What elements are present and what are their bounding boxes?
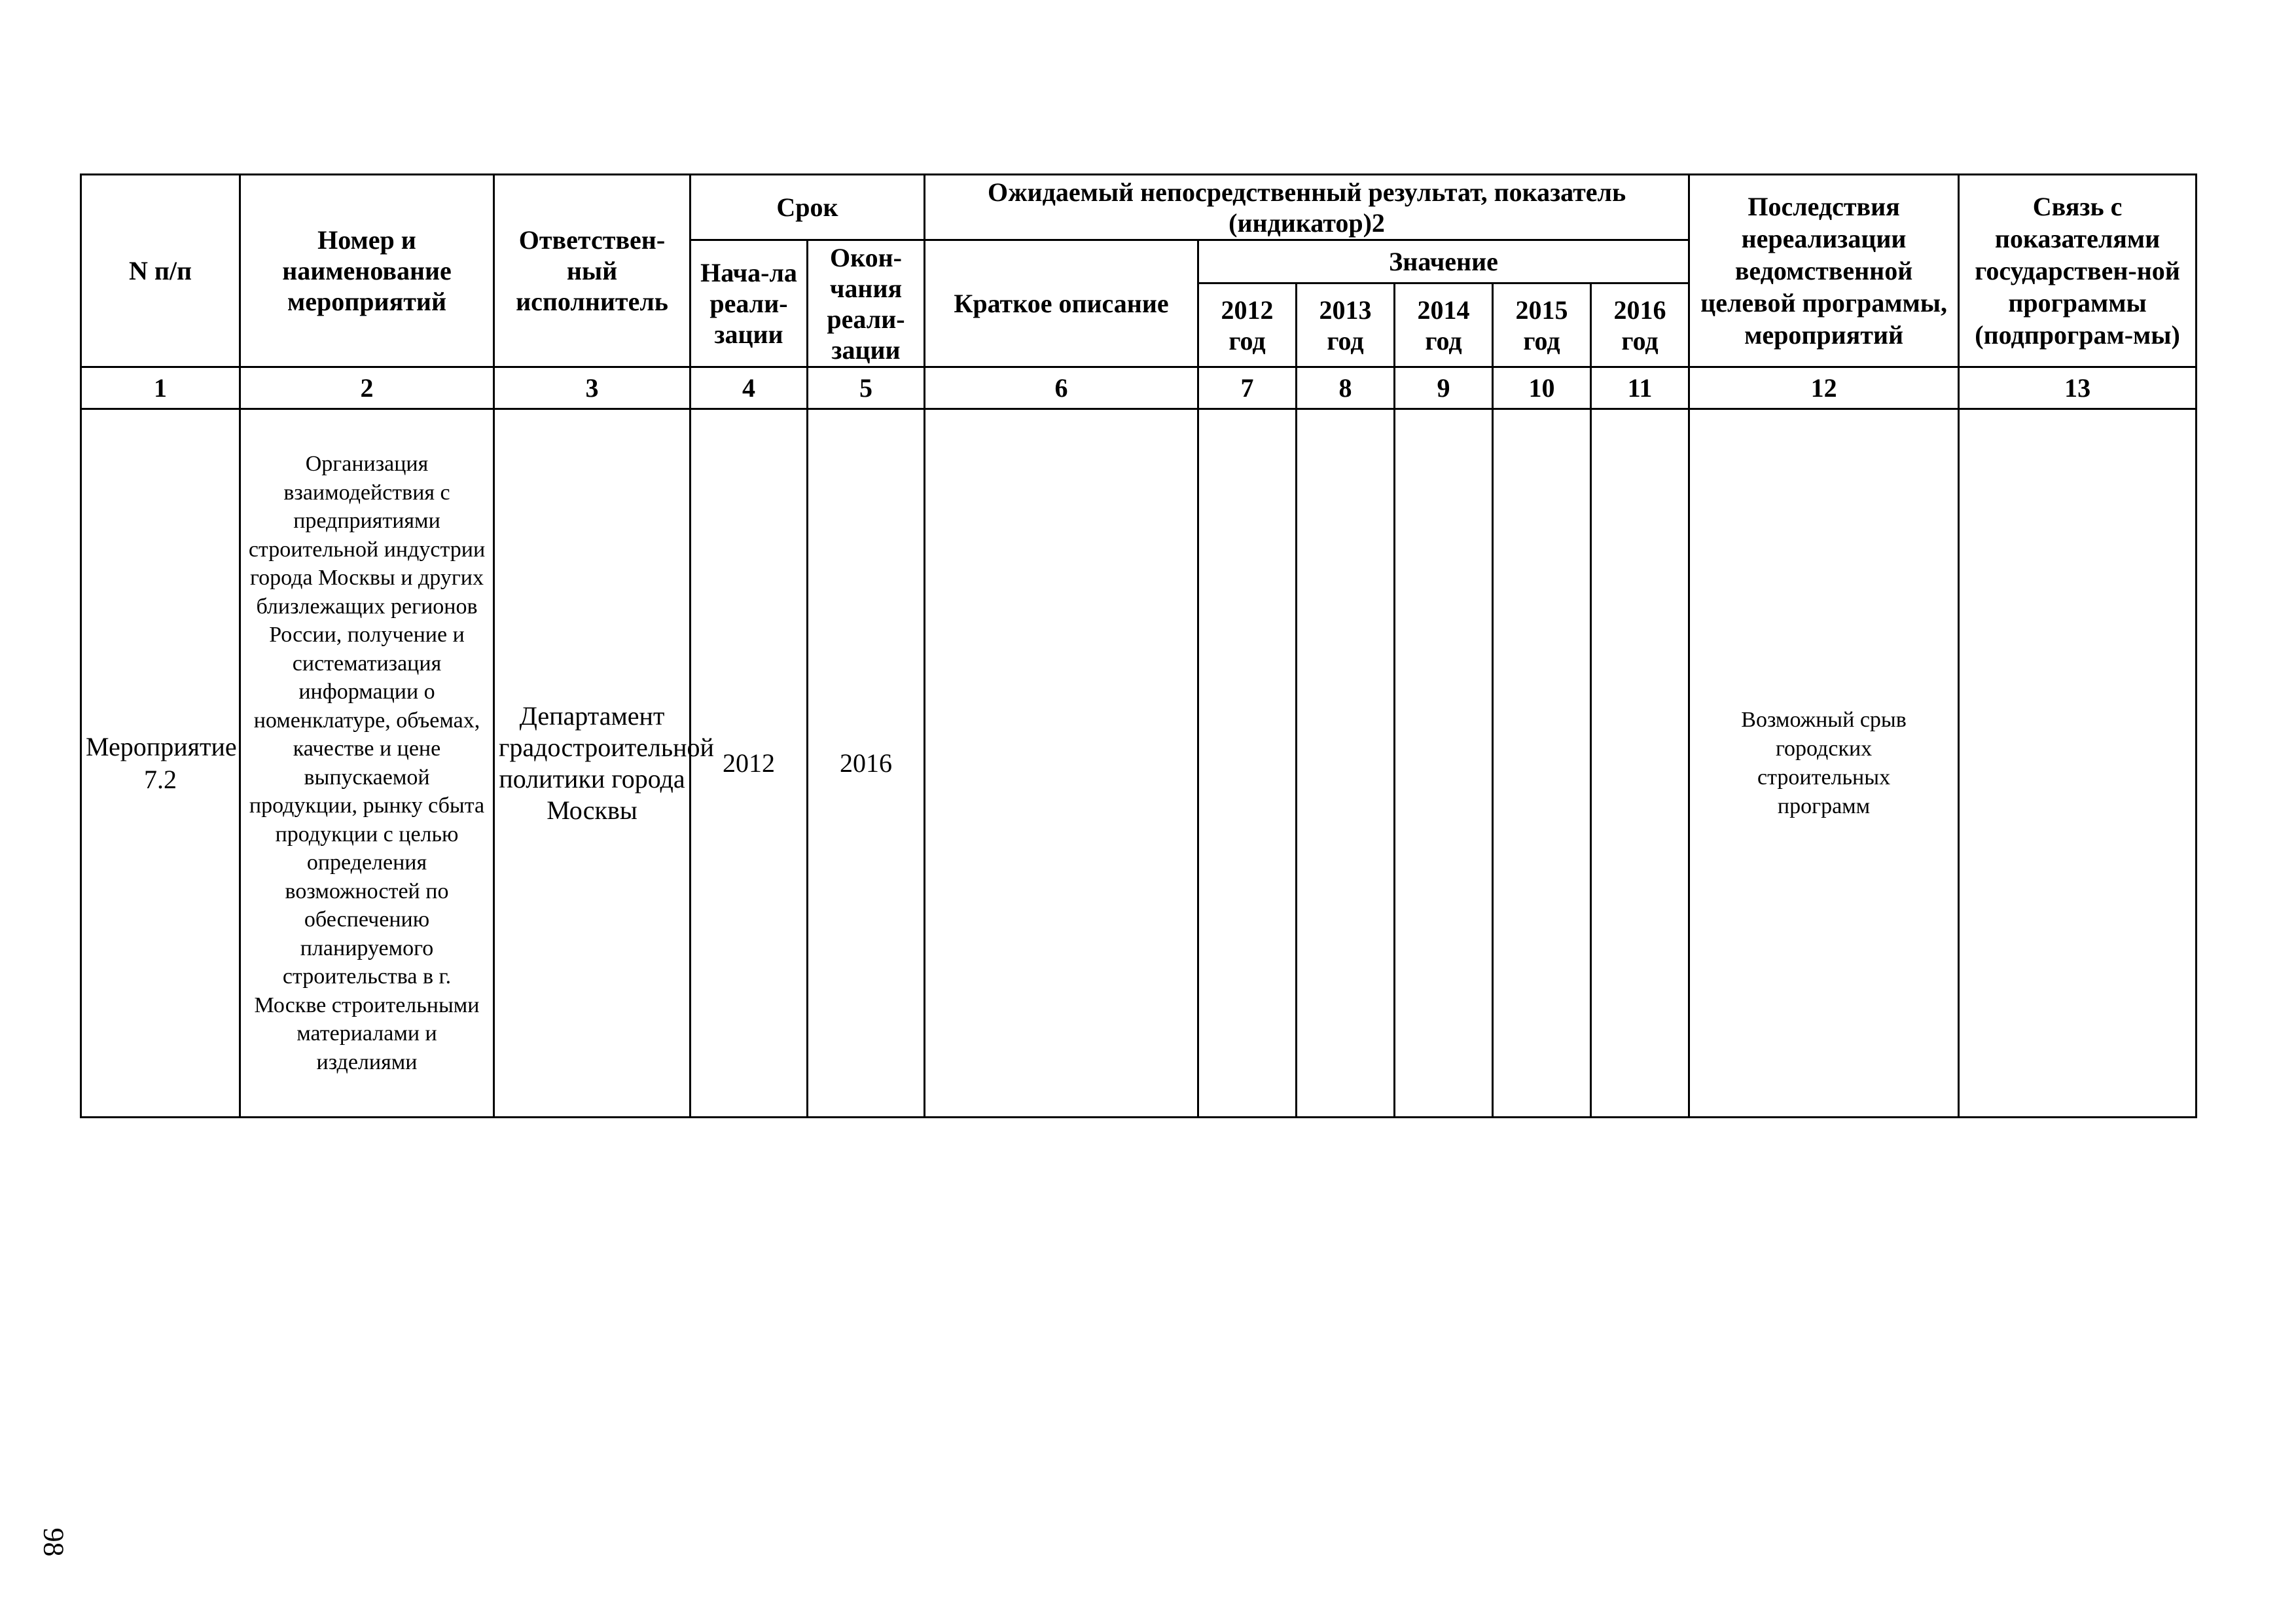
measure-value-2015 [1493, 409, 1591, 1118]
measure-start-year: 2012 [691, 409, 808, 1118]
measure-consequences: Возможный срыв городских строительных программ [1689, 409, 1959, 1118]
column-number: 12 [1689, 367, 1959, 409]
column-number: 4 [691, 367, 808, 409]
measure-description [925, 409, 1198, 1118]
header-year: 2015 год [1493, 283, 1591, 367]
table-row [81, 409, 2197, 1118]
column-number: 8 [1297, 367, 1395, 409]
column-number: 9 [1395, 367, 1493, 409]
measure-value-2016 [1591, 409, 1689, 1118]
header-brief-description: Краткое описание [925, 240, 1198, 367]
column-number: 2 [240, 367, 494, 409]
header-value: Значение [1198, 240, 1689, 283]
measure-end-year: 2016 [808, 409, 925, 1118]
column-number: 11 [1591, 367, 1689, 409]
measure-number: Мероприятие 7.2 [81, 409, 240, 1118]
header-expected-result: Ожидаемый непосредственный результат, показатель (индикатор)2 [925, 175, 1689, 240]
header-consequences: Последствия нереализации ведомственной целевой программы, мероприятий [1689, 175, 1959, 367]
measure-link [1959, 409, 2197, 1118]
header-term-start: Нача-ла реали-зации [691, 240, 808, 367]
measure-value-2012 [1198, 409, 1297, 1118]
header-link: Связь с показателями государствен-ной программы (подпрограм-мы) [1959, 175, 2197, 367]
header-term: Срок [691, 175, 925, 240]
header-n: N п/п [81, 175, 240, 367]
page-number: 98 [37, 1527, 70, 1557]
measures-table [80, 173, 2197, 1118]
column-number: 1 [81, 367, 240, 409]
measure-value-2014 [1395, 409, 1493, 1118]
column-number: 10 [1493, 367, 1591, 409]
header-year: 2014 год [1395, 283, 1493, 367]
header-term-end: Окон-чания реали-зации [808, 240, 925, 367]
column-number: 3 [494, 367, 691, 409]
measure-responsible: Департамент градостроительной политики города Москвы [494, 409, 691, 1118]
header-name: Номер и наименование мероприятий [240, 175, 494, 367]
header-year: 2013 год [1297, 283, 1395, 367]
column-number: 13 [1959, 367, 2197, 409]
header-year: 2016 год [1591, 283, 1689, 367]
header-year: 2012 год [1198, 283, 1297, 367]
column-number: 5 [808, 367, 925, 409]
column-number: 7 [1198, 367, 1297, 409]
column-numbers-row [81, 367, 2197, 409]
column-number: 6 [925, 367, 1198, 409]
header-responsible: Ответствен-ный исполнитель [494, 175, 691, 367]
measure-value-2013 [1297, 409, 1395, 1118]
measure-name: Организация взаимодействия с предприятиями строительной индустрии города Москвы и других близлежащих регионов России, получение и систематизация информации о номенклатуре, объемах, качестве и цене выпускаемой продукции, рынку сбыта продукции с целью определения возможностей по обеспечению планируемого строительства в г. Москве строительными материалами и изделиями [240, 409, 494, 1118]
